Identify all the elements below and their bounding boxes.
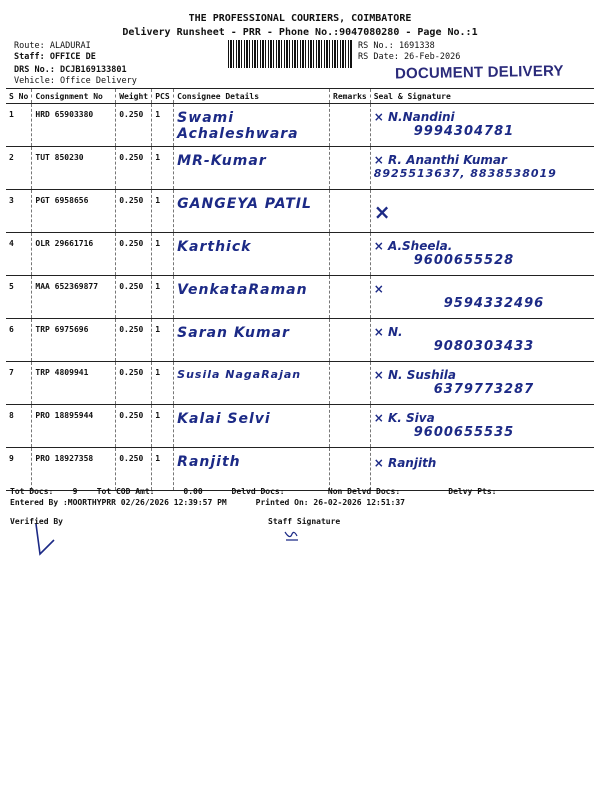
row-seal bbox=[370, 448, 594, 491]
row-remarks bbox=[330, 104, 371, 147]
row-consignment: PRO 18895944 bbox=[32, 405, 116, 448]
row-seal bbox=[370, 190, 594, 233]
row-consignee bbox=[174, 448, 330, 491]
phone-handwriting: 9600655528 bbox=[413, 253, 515, 268]
consignee-handwriting: GANGEYA PATIL bbox=[177, 196, 312, 212]
row-pcs: 1 bbox=[152, 190, 174, 233]
row-consignment: OLR 29661716 bbox=[32, 233, 116, 276]
row-sno: 9 bbox=[6, 448, 32, 491]
row-remarks bbox=[330, 362, 371, 405]
row-weight: 0.250 bbox=[116, 104, 152, 147]
row-remarks bbox=[330, 276, 371, 319]
consignee-handwriting: Susila NagaRajan bbox=[177, 368, 302, 381]
row-remarks bbox=[330, 405, 371, 448]
table-row bbox=[6, 405, 594, 448]
row-seal bbox=[370, 405, 594, 448]
drs-label: DRS No.: DCJB169133801 bbox=[14, 65, 127, 75]
row-consignee bbox=[174, 147, 330, 190]
row-pcs: 1 bbox=[152, 233, 174, 276]
barcode bbox=[228, 40, 352, 68]
phone-handwriting: 6379773287 bbox=[433, 382, 535, 397]
row-weight: 0.250 bbox=[116, 190, 152, 233]
staff-label: Staff: OFFICE DE bbox=[14, 52, 96, 62]
row-consignment: TRP 6975696 bbox=[32, 319, 116, 362]
table-row bbox=[6, 233, 594, 276]
row-weight: 0.250 bbox=[116, 233, 152, 276]
row-consignee bbox=[174, 190, 330, 233]
row-pcs: 1 bbox=[152, 362, 174, 405]
rs-date: RS Date: 26-Feb-2026 bbox=[358, 52, 461, 62]
col-pcs: PCS bbox=[152, 89, 174, 104]
row-consignee bbox=[174, 233, 330, 276]
signature-handwriting: × N.Nandini bbox=[373, 110, 455, 124]
table-row bbox=[6, 319, 594, 362]
row-pcs: 1 bbox=[152, 405, 174, 448]
row-sno: 2 bbox=[6, 147, 32, 190]
col-consignee: Consignee Details bbox=[174, 89, 330, 104]
col-consignment: Consignment No bbox=[32, 89, 116, 104]
row-sno: 7 bbox=[6, 362, 32, 405]
phone-handwriting: 9080303433 bbox=[433, 339, 535, 354]
row-sno: 4 bbox=[6, 233, 32, 276]
rs-number: RS No.: 1691338 bbox=[358, 41, 435, 51]
consignee-handwriting: Ranjith bbox=[177, 454, 241, 470]
row-consignment: PGT 6958656 bbox=[32, 190, 116, 233]
phone-handwriting: 9994304781 bbox=[413, 124, 515, 139]
signature-handwriting: × K. Siva bbox=[373, 411, 435, 425]
row-consignee bbox=[174, 319, 330, 362]
row-pcs: 1 bbox=[152, 147, 174, 190]
row-pcs: 1 bbox=[152, 276, 174, 319]
consignee-handwriting: Karthick bbox=[177, 239, 252, 255]
col-weight: Weight bbox=[116, 89, 152, 104]
table-row bbox=[6, 147, 594, 190]
table-header-row bbox=[6, 89, 594, 104]
row-sno: 3 bbox=[6, 190, 32, 233]
row-seal bbox=[370, 362, 594, 405]
staff-signature-mark bbox=[282, 528, 302, 544]
signature-handwriting: × bbox=[373, 282, 384, 296]
row-remarks bbox=[330, 233, 371, 276]
runsheet-table bbox=[6, 88, 594, 491]
entered-by-line: Entered By :MOORTHYPRR 02/26/2026 12:39:57 PM Printed On: 26-02-2026 12:51:37 bbox=[10, 498, 405, 507]
row-seal bbox=[370, 276, 594, 319]
phone-handwriting: 9594332496 bbox=[443, 296, 545, 311]
phone-handwriting: 9600655535 bbox=[413, 425, 515, 440]
row-consignment: TUT 850230 bbox=[32, 147, 116, 190]
row-weight: 0.250 bbox=[116, 147, 152, 190]
totals-line: Tot Docs: 9 Tot COD Amt: 0.00 Delvd Docs: Non Delvd Docs: Delvy Pts: bbox=[10, 487, 497, 496]
runsheet-subtitle: Delivery Runsheet - PRR - Phone No.:9047080280 - Page No.:1 bbox=[122, 27, 478, 38]
row-remarks bbox=[330, 190, 371, 233]
row-sno: 8 bbox=[6, 405, 32, 448]
row-pcs: 1 bbox=[152, 104, 174, 147]
consignee-handwriting: Kalai Selvi bbox=[177, 411, 271, 427]
signature-handwriting: × Ranjith bbox=[373, 456, 437, 470]
row-weight: 0.250 bbox=[116, 276, 152, 319]
staff-signature-label: Staff Signature bbox=[268, 517, 341, 526]
row-sno: 6 bbox=[6, 319, 32, 362]
row-remarks bbox=[330, 448, 371, 491]
row-seal bbox=[370, 147, 594, 190]
table-row bbox=[6, 104, 594, 147]
consignee-handwriting: Swami Achaleshwara bbox=[177, 110, 299, 142]
row-weight: 0.250 bbox=[116, 319, 152, 362]
table-row bbox=[6, 448, 594, 491]
row-seal bbox=[370, 319, 594, 362]
row-consignee bbox=[174, 104, 330, 147]
row-consignee bbox=[174, 362, 330, 405]
signature-handwriting: × bbox=[373, 200, 391, 224]
col-seal-signature: Seal & Signature bbox=[370, 89, 594, 104]
signature-handwriting: × R. Ananthi Kumar bbox=[373, 153, 507, 167]
row-consignment: MAA 652369877 bbox=[32, 276, 116, 319]
signature-handwriting: × N. bbox=[373, 325, 403, 339]
row-sno: 5 bbox=[6, 276, 32, 319]
row-remarks bbox=[330, 147, 371, 190]
signature-handwriting: × A.Sheela. bbox=[373, 239, 453, 253]
vehicle-label: Vehicle: Office Delivery bbox=[14, 76, 137, 86]
row-pcs: 1 bbox=[152, 448, 174, 491]
table-row bbox=[6, 190, 594, 233]
phone-handwriting: 8925513637, 8838538019 bbox=[373, 167, 557, 180]
row-consignment: PRO 18927358 bbox=[32, 448, 116, 491]
row-weight: 0.250 bbox=[116, 362, 152, 405]
row-pcs: 1 bbox=[152, 319, 174, 362]
consignee-handwriting: MR-Kumar bbox=[177, 153, 267, 169]
table-row bbox=[6, 276, 594, 319]
table-row bbox=[6, 362, 594, 405]
row-remarks bbox=[330, 319, 371, 362]
signature-handwriting: × N. Sushila bbox=[373, 368, 456, 382]
col-sno: S No bbox=[6, 89, 32, 104]
verified-by-label: Verified By bbox=[10, 517, 63, 526]
route-label: Route: ALADURAI bbox=[14, 41, 91, 51]
row-weight: 0.250 bbox=[116, 448, 152, 491]
row-seal bbox=[370, 104, 594, 147]
consignee-handwriting: VenkataRaman bbox=[177, 282, 308, 298]
row-weight: 0.250 bbox=[116, 405, 152, 448]
row-consignee bbox=[174, 276, 330, 319]
consignee-handwriting: Saran Kumar bbox=[177, 325, 290, 341]
row-sno: 1 bbox=[6, 104, 32, 147]
row-consignee bbox=[174, 405, 330, 448]
row-seal bbox=[370, 233, 594, 276]
document-delivery-stamp: DOCUMENT DELIVERY bbox=[394, 62, 564, 83]
row-consignment: HRD 65903380 bbox=[32, 104, 116, 147]
verified-signature-mark bbox=[30, 520, 60, 560]
row-consignment: TRP 4809941 bbox=[32, 362, 116, 405]
company-title: THE PROFESSIONAL COURIERS, COIMBATORE bbox=[188, 13, 412, 24]
col-remarks: Remarks bbox=[330, 89, 371, 104]
